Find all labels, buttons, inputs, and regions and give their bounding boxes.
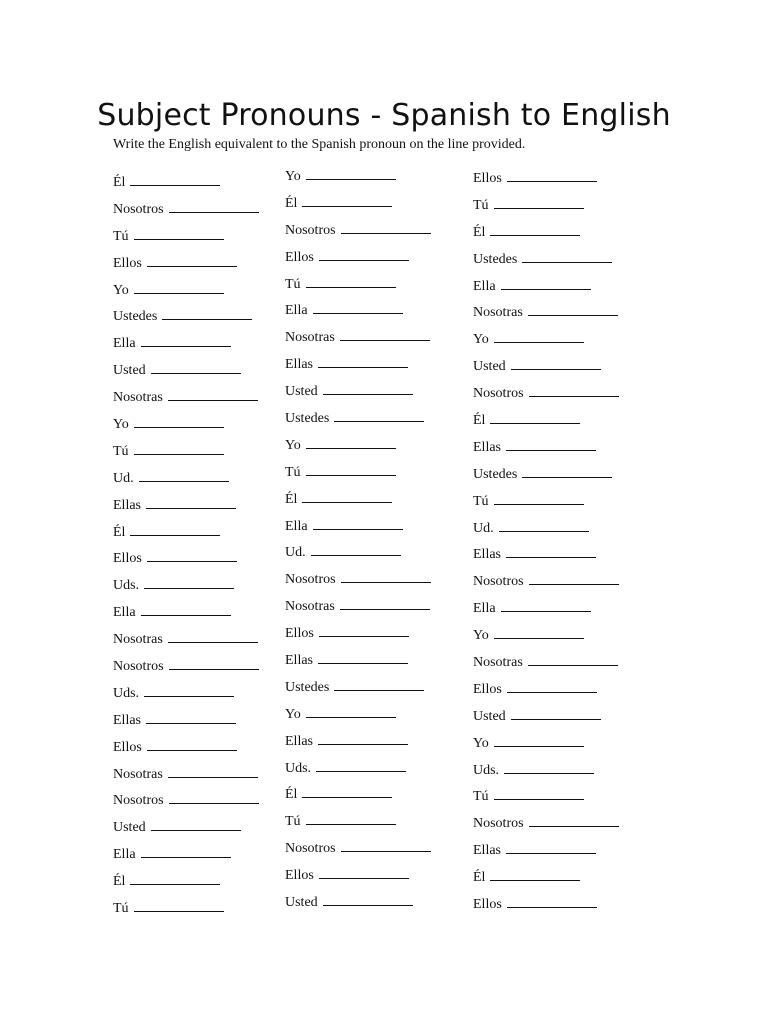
spanish-pronoun: Tú — [473, 493, 489, 509]
answer-blank[interactable] — [146, 709, 236, 724]
spanish-pronoun: Ustedes — [285, 679, 330, 695]
spanish-pronoun: Nosotras — [285, 330, 335, 346]
spanish-pronoun: Ellas — [113, 497, 141, 513]
answer-blank[interactable] — [506, 839, 596, 854]
spanish-pronoun: Nosotros — [113, 201, 164, 217]
pronoun-item — [285, 864, 431, 891]
spanish-pronoun: Él — [285, 787, 298, 803]
spanish-pronoun: Yo — [473, 735, 489, 751]
spanish-pronoun: Ella — [113, 605, 136, 621]
answer-blank[interactable] — [134, 279, 224, 294]
pronoun-item — [285, 891, 431, 918]
answer-blank[interactable] — [529, 812, 619, 827]
answer-blank[interactable] — [499, 517, 589, 532]
answer-blank[interactable] — [134, 440, 224, 455]
answer-blank[interactable] — [318, 353, 408, 368]
answer-blank[interactable] — [147, 547, 237, 562]
spanish-pronoun: Tú — [285, 276, 301, 292]
answer-blank[interactable] — [313, 515, 403, 530]
pronoun-item — [473, 543, 619, 570]
spanish-pronoun: Nosotras — [473, 305, 523, 321]
answer-blank[interactable] — [302, 488, 392, 503]
answer-blank[interactable] — [501, 275, 591, 290]
spanish-pronoun: Nosotras — [113, 632, 163, 648]
pronoun-item — [285, 219, 431, 246]
answer-blank[interactable] — [318, 649, 408, 664]
pronoun-item — [113, 467, 259, 494]
answer-blank[interactable] — [334, 407, 424, 422]
pronoun-item — [473, 167, 619, 194]
pronoun-item — [285, 326, 431, 353]
pronoun-item — [113, 279, 259, 306]
answer-blank[interactable] — [147, 252, 237, 267]
spanish-pronoun: Ellas — [473, 843, 501, 859]
pronoun-item — [113, 305, 259, 332]
spanish-pronoun: Nosotros — [113, 659, 164, 675]
pronoun-item — [113, 574, 259, 601]
spanish-pronoun: Ud. — [285, 545, 306, 561]
pronoun-item — [285, 703, 431, 730]
answer-blank[interactable] — [141, 332, 231, 347]
answer-blank[interactable] — [340, 326, 430, 341]
answer-blank[interactable] — [341, 568, 431, 583]
spanish-pronoun: Él — [285, 195, 298, 211]
spanish-pronoun: Ustedes — [473, 466, 518, 482]
answer-blank[interactable] — [318, 730, 408, 745]
spanish-pronoun: Yo — [113, 282, 129, 298]
pronoun-item — [473, 490, 619, 517]
spanish-pronoun: Él — [285, 491, 298, 507]
pronoun-item — [285, 622, 431, 649]
spanish-pronoun: Ellos — [113, 255, 142, 271]
spanish-pronoun: Nosotros — [473, 574, 524, 590]
answer-blank[interactable] — [319, 864, 409, 879]
spanish-pronoun: Yo — [473, 628, 489, 644]
spanish-pronoun: Yo — [285, 706, 301, 722]
pronoun-item — [113, 628, 259, 655]
answer-blank[interactable] — [134, 225, 224, 240]
answer-blank[interactable] — [522, 248, 612, 263]
pronoun-item — [113, 870, 259, 897]
answer-blank[interactable] — [306, 165, 396, 180]
spanish-pronoun: Usted — [113, 363, 146, 379]
spanish-pronoun: Nosotros — [285, 841, 336, 857]
spanish-pronoun: Usted — [473, 708, 506, 724]
pronoun-item — [473, 436, 619, 463]
pronoun-item — [285, 353, 431, 380]
spanish-pronoun: Yo — [285, 437, 301, 453]
spanish-pronoun: Yo — [285, 169, 301, 184]
pronoun-item — [113, 386, 259, 413]
answer-blank[interactable] — [306, 273, 396, 288]
pronoun-column-2 — [285, 165, 431, 918]
pronoun-item — [113, 494, 259, 521]
pronoun-item — [113, 521, 259, 548]
spanish-pronoun: Usted — [285, 384, 318, 400]
pronoun-item — [473, 651, 619, 678]
pronoun-item — [473, 785, 619, 812]
answer-blank[interactable] — [146, 494, 236, 509]
answer-blank[interactable] — [313, 299, 403, 314]
spanish-pronoun: Ustedes — [285, 411, 330, 427]
pronoun-item — [113, 171, 259, 198]
spanish-pronoun: Ella — [113, 847, 136, 863]
spanish-pronoun: Nosotros — [113, 793, 164, 809]
spanish-pronoun: Uds. — [113, 578, 140, 594]
spanish-pronoun: Él — [113, 524, 126, 540]
answer-blank[interactable] — [306, 434, 396, 449]
answer-blank[interactable] — [144, 574, 234, 589]
answer-blank[interactable] — [306, 461, 396, 476]
pronoun-item — [473, 866, 619, 893]
pronoun-item — [285, 649, 431, 676]
pronoun-item — [473, 570, 619, 597]
pronoun-item — [473, 678, 619, 705]
answer-blank[interactable] — [334, 676, 424, 691]
spanish-pronoun: Uds. — [473, 762, 500, 778]
answer-blank[interactable] — [511, 355, 601, 370]
spanish-pronoun: Tú — [113, 228, 129, 244]
answer-blank[interactable] — [168, 628, 258, 643]
spanish-pronoun: Uds. — [285, 760, 312, 776]
answer-blank[interactable] — [162, 305, 252, 320]
pronoun-item — [473, 839, 619, 866]
spanish-pronoun: Nosotros — [285, 572, 336, 588]
answer-blank[interactable] — [151, 816, 241, 831]
answer-blank[interactable] — [340, 595, 430, 610]
answer-blank[interactable] — [490, 866, 580, 881]
answer-blank[interactable] — [323, 380, 413, 395]
answer-blank[interactable] — [306, 810, 396, 825]
spanish-pronoun: Ellos — [113, 739, 142, 755]
pronoun-item — [285, 568, 431, 595]
answer-blank[interactable] — [494, 328, 584, 343]
answer-blank[interactable] — [494, 490, 584, 505]
spanish-pronoun: Nosotras — [473, 655, 523, 671]
answer-blank[interactable] — [507, 167, 597, 182]
pronoun-item — [113, 225, 259, 252]
pronoun-item — [473, 517, 619, 544]
answer-blank[interactable] — [341, 837, 431, 852]
answer-blank[interactable] — [306, 703, 396, 718]
pronoun-item — [473, 812, 619, 839]
pronoun-column-3 — [473, 167, 619, 920]
spanish-pronoun: Usted — [285, 895, 318, 911]
spanish-pronoun: Yo — [473, 332, 489, 348]
pronoun-column-1 — [113, 171, 259, 924]
pronoun-item — [113, 763, 259, 790]
pronoun-item — [473, 275, 619, 302]
answer-blank[interactable] — [494, 785, 584, 800]
pronoun-item — [285, 730, 431, 757]
pronoun-item — [285, 246, 431, 273]
pronoun-item — [285, 810, 431, 837]
answer-blank[interactable] — [130, 521, 220, 536]
pronoun-item — [285, 192, 431, 219]
pronoun-item — [285, 461, 431, 488]
spanish-pronoun: Ella — [285, 518, 308, 534]
page-title: Subject Pronouns - Spanish to English — [97, 98, 671, 133]
pronoun-item — [113, 547, 259, 574]
pronoun-item — [113, 682, 259, 709]
pronoun-item — [285, 165, 431, 192]
spanish-pronoun: Ellas — [285, 653, 313, 669]
answer-blank[interactable] — [130, 171, 220, 186]
pronoun-item — [285, 488, 431, 515]
spanish-pronoun: Ellos — [285, 868, 314, 884]
pronoun-item — [113, 198, 259, 225]
answer-blank[interactable] — [504, 759, 594, 774]
spanish-pronoun: Ellos — [285, 249, 314, 265]
pronoun-item — [473, 248, 619, 275]
spanish-pronoun: Ellos — [473, 897, 502, 913]
spanish-pronoun: Ellos — [113, 551, 142, 567]
answer-blank[interactable] — [134, 413, 224, 428]
pronoun-item — [285, 757, 431, 784]
pronoun-item — [473, 732, 619, 759]
spanish-pronoun: Ellas — [113, 712, 141, 728]
pronoun-item — [113, 736, 259, 763]
spanish-pronoun: Él — [113, 175, 126, 190]
pronoun-item — [473, 705, 619, 732]
spanish-pronoun: Ellas — [473, 439, 501, 455]
spanish-pronoun: Tú — [473, 197, 489, 213]
spanish-pronoun: Ud. — [113, 470, 134, 486]
answer-blank[interactable] — [168, 763, 258, 778]
spanish-pronoun: Tú — [113, 901, 129, 917]
spanish-pronoun: Uds. — [113, 685, 140, 701]
spanish-pronoun: Usted — [473, 359, 506, 375]
spanish-pronoun: Ella — [285, 303, 308, 319]
spanish-pronoun: Ellas — [285, 733, 313, 749]
answer-blank[interactable] — [341, 219, 431, 234]
answer-blank[interactable] — [302, 192, 392, 207]
answer-blank[interactable] — [528, 651, 618, 666]
spanish-pronoun: Ella — [113, 336, 136, 352]
pronoun-item — [113, 816, 259, 843]
spanish-pronoun: Tú — [285, 464, 301, 480]
pronoun-item — [113, 709, 259, 736]
pronoun-item — [285, 515, 431, 542]
answer-blank[interactable] — [316, 757, 406, 772]
spanish-pronoun: Tú — [113, 443, 129, 459]
spanish-pronoun: Ellos — [473, 171, 502, 186]
pronoun-item — [113, 789, 259, 816]
answer-blank[interactable] — [490, 221, 580, 236]
answer-blank[interactable] — [311, 541, 401, 556]
answer-blank[interactable] — [528, 301, 618, 316]
answer-blank[interactable] — [169, 198, 259, 213]
pronoun-item — [473, 759, 619, 786]
pronoun-item — [473, 382, 619, 409]
answer-blank[interactable] — [319, 622, 409, 637]
instructions: Write the English equivalent to the Spanish pronoun on the line provided. — [113, 137, 526, 152]
spanish-pronoun: Él — [473, 224, 486, 240]
spanish-pronoun: Ellas — [285, 357, 313, 373]
answer-blank[interactable] — [319, 246, 409, 261]
pronoun-item — [113, 252, 259, 279]
pronoun-item — [113, 843, 259, 870]
answer-blank[interactable] — [139, 467, 229, 482]
pronoun-item — [285, 434, 431, 461]
pronoun-item — [473, 463, 619, 490]
answer-blank[interactable] — [323, 891, 413, 906]
spanish-pronoun: Ellos — [285, 626, 314, 642]
spanish-pronoun: Nosotras — [113, 390, 163, 406]
spanish-pronoun: Nosotros — [473, 386, 524, 402]
spanish-pronoun: Tú — [473, 789, 489, 805]
answer-blank[interactable] — [147, 736, 237, 751]
answer-blank[interactable] — [511, 705, 601, 720]
spanish-pronoun: Él — [113, 874, 126, 890]
pronoun-item — [285, 299, 431, 326]
pronoun-item — [285, 273, 431, 300]
spanish-pronoun: Ud. — [473, 520, 494, 536]
pronoun-item — [113, 413, 259, 440]
answer-blank[interactable] — [529, 382, 619, 397]
pronoun-item — [113, 655, 259, 682]
pronoun-item — [113, 440, 259, 467]
spanish-pronoun: Yo — [113, 417, 129, 433]
pronoun-item — [473, 597, 619, 624]
pronoun-item — [473, 355, 619, 382]
spanish-pronoun: Ella — [473, 278, 496, 294]
pronoun-item — [473, 328, 619, 355]
answer-blank[interactable] — [130, 870, 220, 885]
pronoun-item — [113, 332, 259, 359]
spanish-pronoun: Nosotras — [113, 766, 163, 782]
answer-blank[interactable] — [169, 789, 259, 804]
answer-blank[interactable] — [141, 843, 231, 858]
pronoun-item — [113, 601, 259, 628]
answer-blank[interactable] — [507, 893, 597, 908]
answer-blank[interactable] — [168, 386, 258, 401]
answer-blank[interactable] — [494, 194, 584, 209]
spanish-pronoun: Ustedes — [473, 251, 518, 267]
answer-blank[interactable] — [302, 783, 392, 798]
pronoun-item — [113, 897, 259, 924]
answer-blank[interactable] — [494, 732, 584, 747]
answer-blank[interactable] — [494, 624, 584, 639]
pronoun-item — [473, 301, 619, 328]
spanish-pronoun: Ella — [473, 601, 496, 617]
pronoun-item — [285, 380, 431, 407]
pronoun-item — [473, 624, 619, 651]
answer-blank[interactable] — [141, 601, 231, 616]
answer-blank[interactable] — [522, 463, 612, 478]
pronoun-item — [473, 409, 619, 436]
answer-blank[interactable] — [501, 597, 591, 612]
answer-blank[interactable] — [134, 897, 224, 912]
spanish-pronoun: Nosotras — [285, 599, 335, 615]
pronoun-item — [285, 407, 431, 434]
pronoun-item — [285, 541, 431, 568]
spanish-pronoun: Él — [473, 413, 486, 429]
spanish-pronoun: Nosotros — [473, 816, 524, 832]
pronoun-item — [113, 359, 259, 386]
spanish-pronoun: Nosotros — [285, 222, 336, 238]
answer-blank[interactable] — [507, 678, 597, 693]
answer-blank[interactable] — [506, 436, 596, 451]
pronoun-item — [285, 837, 431, 864]
spanish-pronoun: Ellos — [473, 681, 502, 697]
pronoun-item — [473, 221, 619, 248]
pronoun-item — [285, 676, 431, 703]
answer-blank[interactable] — [506, 543, 596, 558]
answer-blank[interactable] — [490, 409, 580, 424]
answer-blank[interactable] — [144, 682, 234, 697]
spanish-pronoun: Ellas — [473, 547, 501, 563]
pronoun-item — [285, 595, 431, 622]
spanish-pronoun: Tú — [285, 814, 301, 830]
answer-blank[interactable] — [529, 570, 619, 585]
pronoun-item — [473, 194, 619, 221]
spanish-pronoun: Usted — [113, 820, 146, 836]
spanish-pronoun: Ustedes — [113, 309, 158, 325]
pronoun-item — [473, 893, 619, 920]
pronoun-item — [285, 783, 431, 810]
answer-blank[interactable] — [151, 359, 241, 374]
answer-blank[interactable] — [169, 655, 259, 670]
spanish-pronoun: Él — [473, 870, 486, 886]
